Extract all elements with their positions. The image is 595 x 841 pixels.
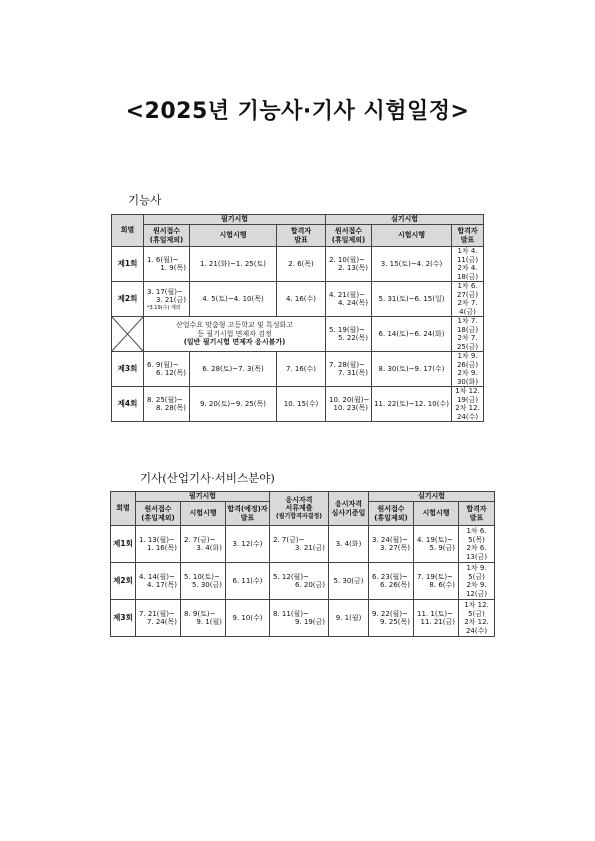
table-row	[112, 352, 484, 387]
practical-pass-cell: 1차 12. 5(금) 2차 12. 24(수)	[459, 600, 495, 637]
cross-mark-icon	[112, 317, 143, 351]
written-exam-cell: 9. 20(토)~9. 25(목)	[190, 387, 277, 422]
written-apply-cell: 4. 14(월)~ 4. 17(목)	[136, 563, 181, 600]
header-doc-submit: 응시자격 서류제출 (필기합격자결정)	[270, 492, 329, 526]
practical-apply-cell: 9. 22(월)~ 9. 25(목)	[369, 600, 414, 637]
header-written: 필기시험	[144, 215, 326, 225]
written-exam-cell: 2. 7(금)~ 3. 4(화)	[181, 526, 226, 563]
written-exam-cell: 8. 9(토)~ 9. 1(월)	[181, 600, 226, 637]
practical-exam-cell: 5. 31(토)~6. 15(일)	[372, 282, 452, 317]
written-exam-cell: 6. 28(토)~7. 3(목)	[190, 352, 277, 387]
header-written-pass: 합격(예정)자 발표	[226, 502, 270, 526]
round-label: 제1회	[112, 247, 144, 282]
table-row	[112, 387, 484, 422]
header-practical-exam: 시험시행	[414, 502, 459, 526]
practical-exam-cell: 7. 19(토)~ 8. 6(수)	[414, 563, 459, 600]
header-written-apply: 원서접수 (휴일제외)	[144, 225, 190, 247]
header-practical-apply: 원서접수 (휴일제외)	[369, 502, 414, 526]
header-practical-apply: 원서접수 (휴일제외)	[326, 225, 372, 247]
header-written-pass: 합격자 발표	[277, 225, 326, 247]
written-apply-cell: 1. 13(월)~ 1. 16(목)	[136, 526, 181, 563]
written-apply-cell: 6. 9(월)~ 6. 12(목)	[144, 352, 190, 387]
table-row	[111, 563, 495, 600]
practical-pass-cell: 1차 4. 11(금) 2차 4. 18(금)	[452, 247, 484, 282]
header-written-apply: 원서접수 (휴일제외)	[136, 502, 181, 526]
practical-exam-cell: 8. 30(토)~9. 17(수)	[372, 352, 452, 387]
header-practical-exam: 시험시행	[372, 225, 452, 247]
written-apply-cell: 3. 17(월)~ 3. 21(금) *3.19(수) 제외	[144, 282, 190, 317]
practical-pass-cell: 1차 9. 5(금) 2차 9. 12(금)	[459, 563, 495, 600]
round-label: 제1회	[111, 526, 136, 563]
page-title: <2025년 기능사·기사 시험일정>	[125, 99, 470, 124]
table1-subtitle: 기능사	[128, 193, 162, 207]
practical-exam-cell: 3. 15(토)~4. 2(수)	[372, 247, 452, 282]
practical-apply-cell: 2. 10(월)~ 2. 13(목)	[326, 247, 372, 282]
written-exam-cell: 4. 5(토)~4. 10(목)	[190, 282, 277, 317]
header-written: 필기시험	[136, 492, 270, 502]
doc-submit-cell: 5. 12(월)~ 6. 20(금)	[270, 563, 329, 600]
practical-exam-cell: 4. 19(토)~ 5. 9(금)	[414, 526, 459, 563]
practical-pass-cell: 1차 6. 5(목) 2차 6. 13(금)	[459, 526, 495, 563]
practical-apply-cell: 5. 19(월)~ 5. 22(목)	[326, 317, 372, 352]
written-apply-cell: 7. 21(월)~ 7. 24(목)	[136, 600, 181, 637]
header-written-exam: 시험시행	[190, 225, 277, 247]
qual-date-cell: 5. 30(금)	[329, 563, 369, 600]
round-label: 제3회	[111, 600, 136, 637]
written-exam-cell: 1. 21(화)~1. 25(토)	[190, 247, 277, 282]
table-row	[111, 526, 495, 563]
qual-date-cell: 9. 1(월)	[329, 600, 369, 637]
craftsman-schedule-table	[111, 214, 483, 422]
round-label: 제2회	[111, 563, 136, 600]
practical-pass-cell: 1차 6. 27(금) 2차 7. 4(금)	[452, 282, 484, 317]
round-label: 제2회	[112, 282, 144, 317]
written-apply-cell: 8. 25(월)~ 8. 28(목)	[144, 387, 190, 422]
practical-apply-cell: 6. 23(월)~ 6. 26(목)	[369, 563, 414, 600]
header-written-exam: 시험시행	[181, 502, 226, 526]
header-round: 회별	[112, 215, 144, 247]
header-practical-pass: 합격자 발표	[452, 225, 484, 247]
table-row	[111, 600, 495, 637]
written-pass-cell: 10. 15(수)	[277, 387, 326, 422]
practical-apply-cell: 4. 21(월)~ 4. 24(목)	[326, 282, 372, 317]
header-practical: 실기시험	[326, 215, 484, 225]
written-pass-cell: 3. 12(수)	[226, 526, 270, 563]
header-practical-pass: 합격자 발표	[459, 502, 495, 526]
header-practical: 실기시험	[369, 492, 495, 502]
written-pass-cell: 2. 6(목)	[277, 247, 326, 282]
practical-exam-cell: 6. 14(토)~6. 24(화)	[372, 317, 452, 352]
header-qual-date: 응시자격 심사기준일	[329, 492, 369, 526]
practical-exam-cell: 11. 22(토)~12. 10(수)	[372, 387, 452, 422]
written-pass-cell: 9. 10(수)	[226, 600, 270, 637]
doc-submit-cell: 8. 11(월)~ 9. 19(금)	[270, 600, 329, 637]
engineer-schedule-table	[110, 491, 494, 637]
special-exam-note: 산업수요 맞춤형 고등학교 및 특성화고 등 필기시험 면제자 검정 (일반 필기시험 면제자 응시불가)	[144, 317, 326, 352]
practical-apply-cell: 3. 24(월)~ 3. 27(목)	[369, 526, 414, 563]
table2-subtitle: 기사(산업기사·서비스분야)	[140, 471, 275, 485]
table-row	[112, 282, 484, 317]
doc-submit-cell: 2. 7(금)~ 3. 21(금)	[270, 526, 329, 563]
empty-crossed-cell	[112, 317, 144, 352]
practical-pass-cell: 1차 9. 26(금) 2차 9. 30(화)	[452, 352, 484, 387]
written-pass-cell: 6. 11(수)	[226, 563, 270, 600]
practical-apply-cell: 10. 20(월)~ 10. 23(목)	[326, 387, 372, 422]
round-label: 제3회	[112, 352, 144, 387]
practical-apply-cell: 7. 28(월)~ 7. 31(목)	[326, 352, 372, 387]
practical-pass-cell: 1차 7. 18(금) 2차 7. 25(금)	[452, 317, 484, 352]
written-pass-cell: 4. 16(수)	[277, 282, 326, 317]
written-apply-cell: 1. 6(월)~ 1. 9(목)	[144, 247, 190, 282]
written-pass-cell: 7. 16(수)	[277, 352, 326, 387]
round-label: 제4회	[112, 387, 144, 422]
header-round: 회별	[111, 492, 136, 526]
qual-date-cell: 3. 4(화)	[329, 526, 369, 563]
written-exam-cell: 5. 10(토)~ 5. 30(금)	[181, 563, 226, 600]
practical-exam-cell: 11. 1(토)~ 11. 21(금)	[414, 600, 459, 637]
practical-pass-cell: 1차 12. 19(금) 2차 12. 24(수)	[452, 387, 484, 422]
table-row	[112, 247, 484, 282]
table-row-special	[112, 317, 484, 352]
